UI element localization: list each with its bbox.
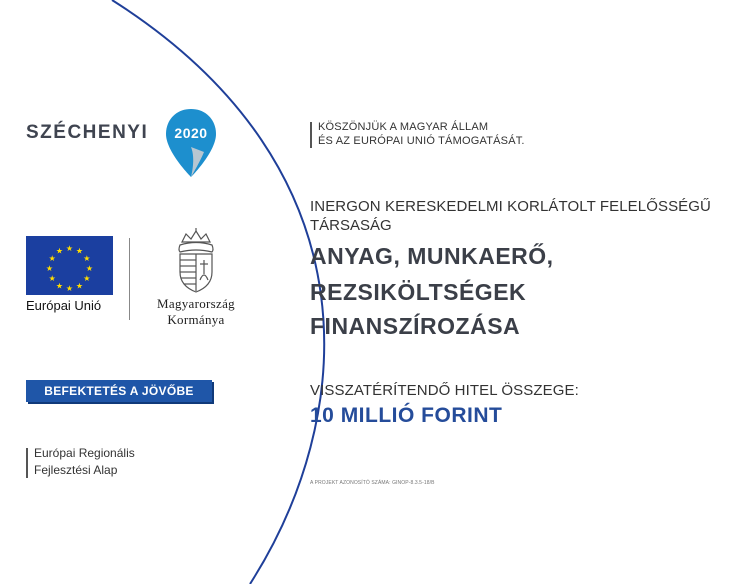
svg-text:★: ★ bbox=[48, 274, 56, 283]
svg-text:★: ★ bbox=[45, 264, 54, 273]
thanks-divider bbox=[310, 122, 312, 148]
eu-label: Európai Unió bbox=[26, 298, 102, 313]
svg-text:★: ★ bbox=[48, 254, 56, 263]
svg-text:★: ★ bbox=[65, 284, 74, 293]
svg-text:★: ★ bbox=[83, 274, 91, 283]
logo-divider bbox=[129, 238, 130, 320]
thanks-line2: ÉS AZ EURÓPAI UNIÓ TÁMOGATÁSÁT. bbox=[318, 135, 525, 147]
szechenyi-wordmark: SZÉCHENYI bbox=[26, 122, 149, 143]
svg-text:★: ★ bbox=[83, 254, 91, 263]
project-id: A PROJEKT AZONOSÍTÓ SZÁMA: GINOP-8.3.5-18/B bbox=[310, 480, 435, 486]
coat-of-arms-icon bbox=[172, 228, 220, 294]
company-name-line2: TÁRSASÁG bbox=[310, 217, 392, 234]
project-title-line1: ANYAG, MUNKAERŐ, bbox=[310, 243, 554, 269]
investment-banner: BEFEKTETÉS A JÖVŐBE bbox=[26, 380, 212, 402]
thanks-line1: KÖSZÖNJÜK A MAGYAR ÁLLAM bbox=[318, 121, 489, 133]
svg-text:★: ★ bbox=[85, 264, 94, 273]
government-name-line2: Kormánya bbox=[167, 312, 225, 327]
loan-label: VISSZATÉRÍTENDŐ HITEL ÖSSZEGE: bbox=[310, 382, 579, 399]
svg-text:★: ★ bbox=[55, 281, 64, 291]
fund-divider bbox=[26, 448, 28, 478]
map-pin-icon bbox=[164, 107, 218, 179]
svg-text:★: ★ bbox=[75, 281, 84, 291]
fund-name-line2: Fejlesztési Alap bbox=[34, 463, 118, 477]
szechenyi-year: 2020 bbox=[174, 125, 208, 141]
svg-text:★: ★ bbox=[65, 244, 74, 253]
government-name-line1: Magyarország bbox=[157, 296, 235, 311]
svg-text:★: ★ bbox=[55, 246, 64, 256]
svg-text:★: ★ bbox=[75, 246, 84, 256]
eu-flag-icon bbox=[26, 236, 113, 295]
fund-name-line1: Európai Regionális bbox=[34, 446, 135, 460]
loan-amount: 10 MILLIÓ FORINT bbox=[310, 404, 503, 427]
project-title-line2: REZSIKÖLTSÉGEK bbox=[310, 279, 527, 305]
company-name-line1: INERGON KERESKEDELMI KORLÁTOLT FELELŐSSÉGŰ bbox=[310, 198, 711, 215]
project-title-line3: FINANSZÍROZÁSA bbox=[310, 313, 521, 339]
